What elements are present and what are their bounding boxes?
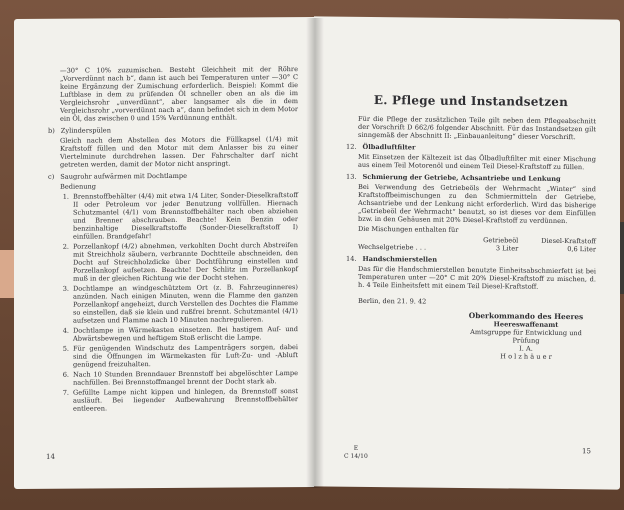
top-paragraph: —30° C 10% zuzumischen. Besteht Gleichheit mit der Röhre „Vorverdünnt nach b“, dann ist auch bei Temperaturen unter —30° C keine Ergänzung der Zumischung erforderlich. Beispiel: Kommt die Luftblase in dem zu prüfenden Öl schneller oben an als die im Vergleichsrohr „unverdünnt“, aber langsamer als die in dem Vergleichsrohr „vorverdünnt nach a“, dann befindet sich in dem Motor ein Öl, das zwischen 0 und 15% Verdünnung enthält. (60, 65, 298, 123)
open-book (14, 18, 620, 488)
list-item: 1. Brennstoffbehälter (4/4) mit etwa 1/4 Liter, Sonder-Dieselkraftstoff II oder Petroleum vor jeder Benutzung vollfüllen. Hiernach Schutzmantel (4/1) vom Brennstoffbehälter nach oben abziehen und Brenner abschrauben. Beachte! Kein Benzin oder benzinhaltige Dieselkraftstoffe (Sonder-Dieselkraftstoff I) einfüllen. Brandgefahr! (62, 191, 298, 241)
section-c (48, 171, 298, 181)
left-page-body (48, 65, 298, 415)
section-12 (346, 143, 596, 154)
signature-ia: I. A. (519, 344, 533, 353)
list-item: 5. Für genügenden Windschutz des Lampenträgers sorgen, dabei sind die Öffnungen im Wärmekasten für Luft-Zu- und -Abluft genügend freizuhalten. (62, 343, 298, 369)
section-c-title: Saugrohr aufwärmen mit Dochtlampe (60, 171, 188, 181)
section-13 (346, 173, 596, 184)
intro-paragraph: Für die Pflege der zusätzlichen Teile gilt neben dem Pflegeabschnitt der Vorschrift D 662/6 folgender Abschnitt. Für das Instandsetzen gilt sinngemäß der Abschnitt II: „Einbauanleitung“ dieser Vorschrift. (358, 114, 596, 142)
signature-block (456, 312, 596, 361)
section-14-text: Das für die Handschmierstellen benutzte Einheitsabschmierfett ist bei Temperaturen unter —20° C mit 20% Diesel-Kraftstoff zu mischen, d. h. 4 Teile Einheitsfett mit einem Teil Diesel-Kraftstoff. (358, 264, 596, 291)
mix-table (346, 235, 596, 254)
table-cell: 3 Liter (495, 244, 519, 253)
table-row (358, 243, 596, 253)
list-item: 3. Dochtlampe an windgeschütztem Ort (z. B. Fahrzeuginneres) anzünden. Nach einigen Minuten, wenn die Flamme den ganzen Porzellankopf angeheizt, durch Verstellen des Dochtes die Flamme so einstellen, daß sie klein und rußfrei brennt. Schutzmantel (4/1) aufsetzen und Flamme nach 10 Minuten nachregulieren. (62, 283, 298, 325)
signature-sub2: Amtsgruppe für Entwicklung und Prüfung (470, 328, 582, 345)
footer-code-2: C 14/10 (344, 452, 368, 460)
table-header: Diesel-Kraftstoff (541, 236, 596, 246)
section-number: 12. (346, 142, 357, 151)
left-page-number: 14 (46, 452, 55, 461)
signature-org: Oberkommando des Heeres (468, 311, 584, 322)
book-gutter (306, 18, 324, 488)
section-13-text: Bei Verwendung des Getriebeöls der Wehrmacht „Winter“ sind Kraftstoffbeimischungen zu den Schmiermitteln der Getriebe, Achsantriebe und der Lenkung nicht erforderlich. Wird das bisherige „Getriebeöl der Wehrmacht“ benutzt, so ist dieses vor dem Einfüllen bzw. in den Gehäusen mit 20% Diesel-Kraftstoff zu verdünnen. (358, 182, 596, 226)
section-b-title: Zylinderspülen (60, 126, 111, 135)
list-item: 7. Gefüllte Lampe nicht kippen und hinlegen, da Brennstoff sonst ausläuft. Bei liegender Aufbewahrung Brennstoffbehälter entleeren. (62, 387, 298, 413)
section-heading: E. Pflege und Instandsetzen (373, 93, 569, 110)
mix-label: Die Mischungen enthalten für (358, 224, 459, 234)
list-item: 4. Dochtlampe in Wärmekasten einsetzen. Bei hastigem Auf- und Abwärtsbewegen und heftigem Stoß erlischt die Lampe. (62, 325, 298, 343)
signature-name: H o l z h ä u e r (500, 352, 552, 361)
list-item: 2. Porzellankopf (4/2) abnehmen, verkohlten Docht durch Abstreifen mit Streichholz säubern, verbrannte Dochtteile abschneiden, den Docht auf Streichholzdicke über Dochtführung einstellen und Porzellankopf aufsetzen. Beachte! Der Schlitz im Porzellankopf muß in der gleichen Richtung wie der Docht stehen. (62, 241, 298, 283)
section-14 (346, 255, 596, 266)
footer-code-1: E (353, 444, 359, 452)
section-number: 14. (346, 254, 357, 263)
section-title: Ölbadluftfilter (362, 142, 416, 152)
right-page (314, 16, 620, 489)
section-12-text: Mit Einsetzen der Kältezeit ist das Ölbadluftfilter mit einer Mischung aus einem Teil Motorenöl und einem Teil Diesel-Kraftstoff zu füllen. (358, 152, 596, 172)
table-header: Getriebeöl (483, 236, 519, 245)
right-page-number: 15 (582, 447, 591, 456)
table-cell: Wechselgetriebe . . . (358, 242, 427, 252)
section-c-letter: c) (48, 172, 55, 181)
list-item: 6. Nach 10 Stunden Brenndauer Brennstoff bei abgelöschter Lampe nachfüllen. Bei Brennstoffmangel brennt der Docht stark ab. (62, 369, 298, 387)
right-page-body (346, 93, 596, 362)
left-page (14, 17, 314, 489)
section-number: 13. (346, 172, 357, 181)
table-cell: 0,6 Liter (567, 245, 596, 254)
section-title: Handschmierstellen (362, 254, 438, 264)
section-b-letter: b) (48, 126, 55, 135)
section-b (48, 125, 298, 135)
section-b-text: Gleich nach dem Abstellen des Motors die Füllkapsel (1/4) mit Kraftstoff füllen und den Motor mit dem Anlasser bis zu einer Viertelminute durchdrehen lassen. Der Fahrschalter darf nicht getreten werden, damit der Motor nicht anspringt. (60, 135, 298, 169)
signature-sub1: Heereswaffenamt (493, 320, 559, 329)
section-title: Schmierung der Getriebe, Achsantriebe und Lenkung (362, 172, 561, 183)
bedienung-label: Bedienung (60, 182, 96, 191)
footer-code (344, 445, 368, 461)
steps-list (48, 191, 298, 413)
date-line: Berlin, den 21. 9. 42 (358, 296, 427, 306)
